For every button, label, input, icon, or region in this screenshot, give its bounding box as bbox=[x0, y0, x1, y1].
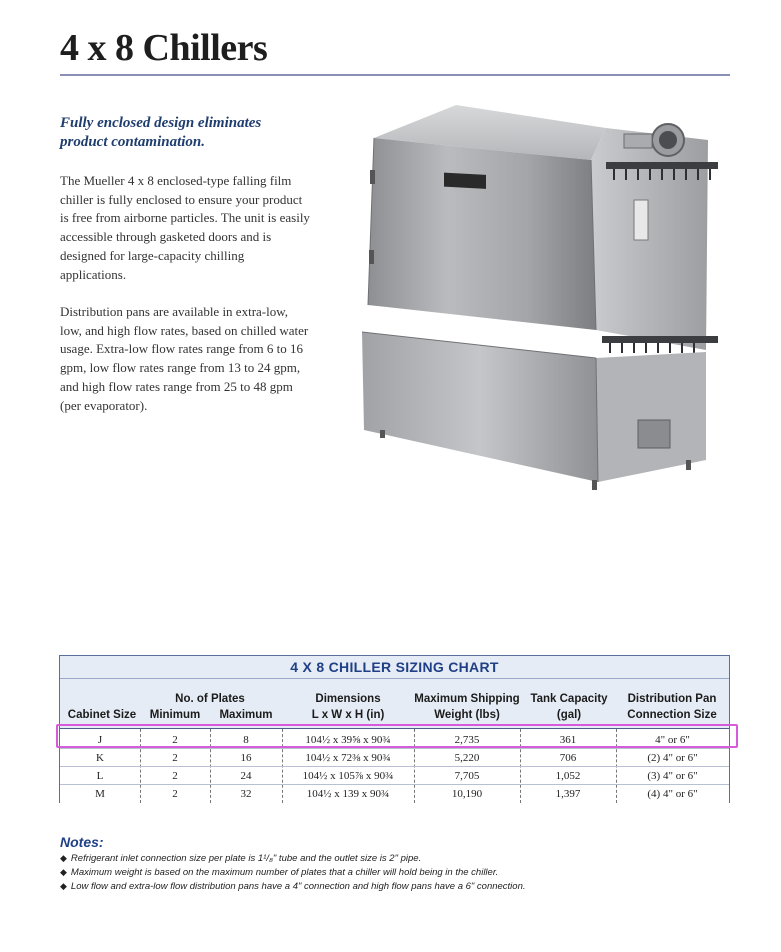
cell-minimum: 2 bbox=[172, 734, 178, 746]
header-minimum: Minimum bbox=[149, 709, 201, 721]
cell-weight: 2,735 bbox=[454, 734, 480, 746]
header-no-of-plates: No. of Plates bbox=[175, 693, 245, 705]
chart-title: 4 X 8 CHILLER SIZING CHART bbox=[290, 659, 499, 675]
cell-pan-connection: 4" or 6" bbox=[655, 734, 690, 746]
header-cabinet-size: Cabinet Size bbox=[67, 709, 137, 721]
diamond-bullet-icon: ◆ bbox=[60, 881, 67, 891]
cell-cabinet-size: M bbox=[95, 788, 105, 800]
note-text: Maximum weight is based on the maximum number of plates that a chiller will hold being in the chiller. bbox=[70, 867, 499, 878]
cell-cabinet-size: L bbox=[96, 770, 104, 782]
cell-maximum: 16 bbox=[240, 752, 252, 764]
body-paragraph-2: Distribution pans are available in extra-low, low, and high flow rates, based on chilled water usage. Extra-low flow rates range from 6 to 16 gpm, low flow rates range from 13 to 24 gpm, and high flow rates range from 25 to 48 gpm (per evaporator). bbox=[60, 304, 309, 413]
table-row bbox=[60, 785, 729, 803]
note-text: Low flow and extra-low flow distribution pans have a 4" connection and high flow pans have a 6" connection. bbox=[70, 881, 526, 892]
header-shipping-weight-units: Weight (lbs) bbox=[434, 709, 500, 721]
cell-dimensions: 104½ x 139 x 90¾ bbox=[306, 788, 390, 800]
header-distribution-pan: Distribution Pan bbox=[627, 693, 717, 705]
cell-maximum: 8 bbox=[243, 734, 249, 746]
row-highlight-box bbox=[56, 724, 738, 748]
header-maximum: Maximum bbox=[219, 709, 273, 721]
note-item bbox=[60, 881, 526, 892]
cell-minimum: 2 bbox=[172, 788, 178, 800]
cell-pan-connection: (3) 4" or 6" bbox=[647, 770, 698, 782]
cell-minimum: 2 bbox=[172, 770, 178, 782]
cell-maximum: 24 bbox=[240, 770, 252, 782]
cell-maximum: 32 bbox=[240, 788, 252, 800]
diamond-bullet-icon: ◆ bbox=[60, 853, 67, 863]
header-tank-capacity-units: (gal) bbox=[556, 709, 582, 721]
cell-tank-capacity: 1,397 bbox=[555, 788, 581, 800]
cell-cabinet-size: J bbox=[97, 734, 103, 746]
note-text: Refrigerant inlet connection size per plate is 1¹/₈" tube and the outlet size is 2" pipe. bbox=[70, 853, 422, 864]
cell-dimensions: 104½ x 72⅜ x 90¾ bbox=[305, 752, 391, 764]
header-tank-capacity: Tank Capacity bbox=[530, 693, 608, 705]
cell-weight: 10,190 bbox=[451, 788, 483, 800]
cell-tank-capacity: 706 bbox=[559, 752, 577, 764]
body-paragraph-1: The Mueller 4 x 8 enclosed-type falling film chiller is fully enclosed to ensure your product is free from airborne particles. The unit is easily accessible through gasketed doors and is designed for large-capacity chilling applications. bbox=[60, 173, 310, 282]
chiller-product-image bbox=[356, 100, 726, 500]
lead-statement: Fully enclosed design eliminates product contamination. bbox=[60, 115, 262, 150]
cell-weight: 7,705 bbox=[454, 770, 480, 782]
cell-weight: 5,220 bbox=[454, 752, 480, 764]
title-divider bbox=[60, 74, 730, 76]
header-connection-size: Connection Size bbox=[627, 709, 717, 721]
page-title: 4 x 8 Chillers bbox=[60, 27, 268, 69]
note-item bbox=[60, 867, 498, 878]
chart-title-divider bbox=[60, 678, 729, 679]
table-row bbox=[60, 767, 729, 785]
cell-tank-capacity: 1,052 bbox=[555, 770, 581, 782]
notes-title: Notes: bbox=[60, 834, 104, 850]
cell-tank-capacity: 361 bbox=[559, 734, 577, 746]
header-dimensions-units: L x W x H (in) bbox=[311, 709, 385, 721]
note-item bbox=[60, 853, 421, 864]
diamond-bullet-icon: ◆ bbox=[60, 867, 67, 877]
header-shipping-weight: Maximum Shipping bbox=[414, 693, 520, 705]
cell-dimensions: 104½ x 105⅞ x 90¾ bbox=[302, 770, 394, 782]
cell-dimensions: 104½ x 39⅝ x 90¾ bbox=[305, 734, 391, 746]
cell-pan-connection: (2) 4" or 6" bbox=[647, 752, 698, 764]
table-row bbox=[60, 749, 729, 767]
header-dimensions: Dimensions bbox=[315, 693, 381, 705]
cell-pan-connection: (4) 4" or 6" bbox=[647, 788, 698, 800]
cell-cabinet-size: K bbox=[96, 752, 104, 764]
cell-minimum: 2 bbox=[172, 752, 178, 764]
